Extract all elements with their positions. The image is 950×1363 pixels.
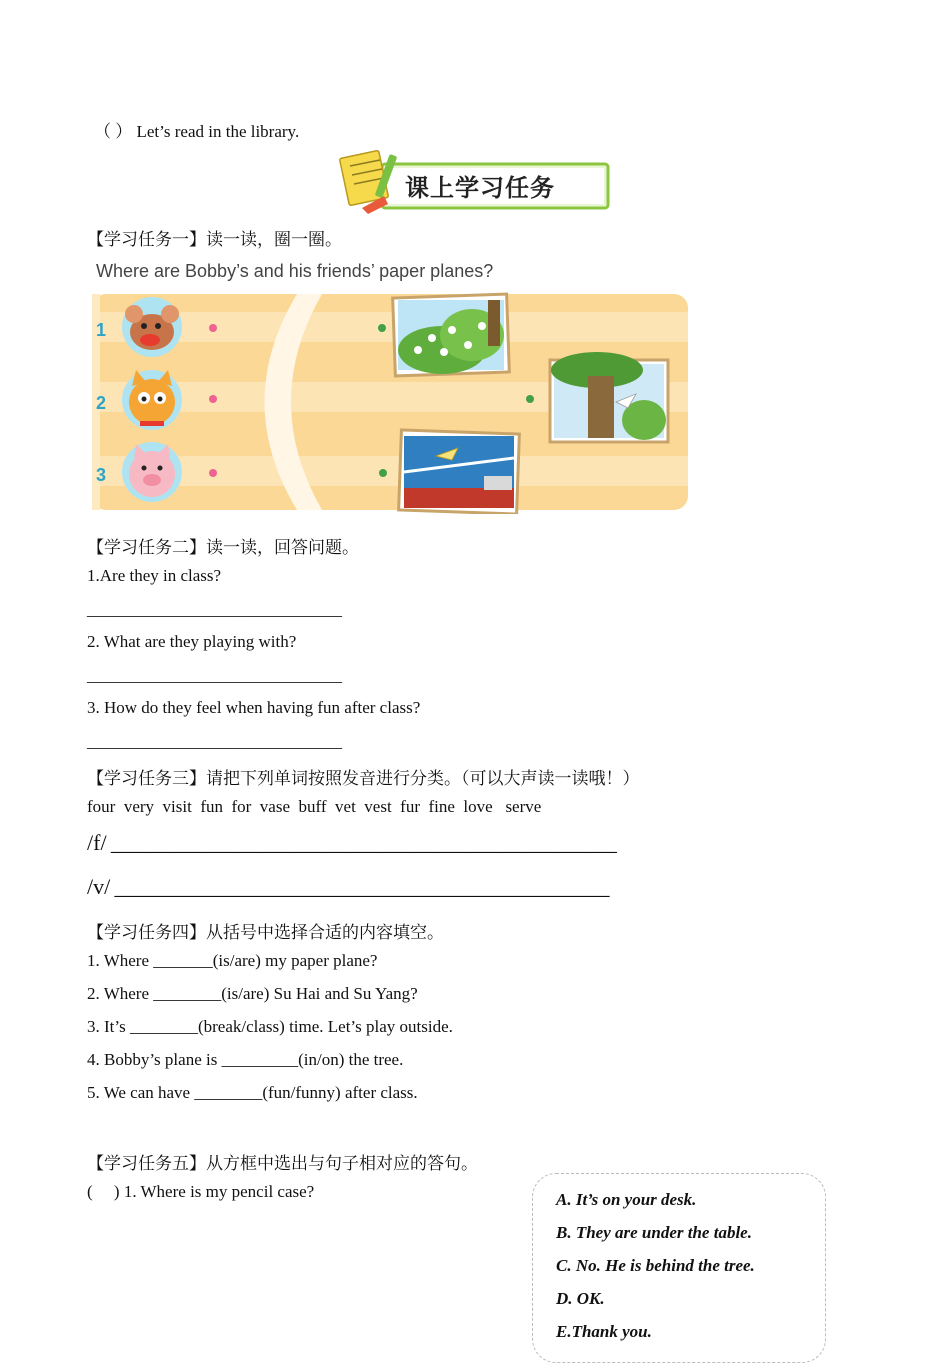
- number-1: 1: [96, 320, 107, 340]
- task5-question-1: ( ) 1. Where is my pencil case?: [87, 1182, 315, 1201]
- top-line: [94, 117, 299, 142]
- cat-icon: [122, 370, 182, 430]
- f-sound-row: [87, 830, 617, 856]
- task3-header: 【学习任务三】请把下列单词按照发音进行分类。（可以大声读一读哦！）: [87, 769, 640, 789]
- task4-item-3: 3. It’s ________(break/class) time. Let’s play outside.: [87, 1017, 453, 1036]
- v-sound-blank[interactable]: _____________________________________________: [114, 874, 610, 899]
- answer-option-d: D. OK.: [556, 1289, 605, 1308]
- bush-picture: [393, 294, 510, 376]
- answer-line-1[interactable]: ______________________________: [87, 600, 342, 619]
- answer-line-3[interactable]: ______________________________: [87, 732, 342, 751]
- word-list: four very visit fun for vase buff vet vest fur fine love serve: [87, 797, 542, 816]
- picture-question: Where are Bobby’s and his friends’ paper planes?: [96, 261, 494, 281]
- task2-header: 【学习任务二】读一读，回答问题。: [87, 538, 359, 558]
- v-sound-row: [87, 874, 609, 900]
- answer-option-e: E.Thank you.: [556, 1322, 652, 1341]
- number-3: 3: [96, 465, 107, 485]
- pig-icon: [122, 442, 182, 502]
- answer-option-b: B. They are under the table.: [556, 1223, 752, 1242]
- table-picture: [399, 430, 520, 514]
- task4-item-1: 1. Where _______(is/are) my paper plane?: [87, 951, 378, 970]
- task2-question-1: 1.Are they in class?: [87, 566, 222, 585]
- answer-option-a: A. It’s on your desk.: [556, 1190, 697, 1209]
- banner-title: 课上学习任务: [405, 174, 555, 202]
- mouse-icon: [122, 297, 182, 357]
- task4-item-2: 2. Where ________(is/are) Su Hai and Su Yang?: [87, 984, 418, 1003]
- f-sound-label: /f/: [87, 830, 107, 855]
- top-line-text: Let’s read in the library.: [136, 122, 300, 141]
- number-2: 2: [96, 393, 107, 413]
- task4-item-4: 4. Bobby’s plane is _________(in/on) the tree.: [87, 1050, 404, 1069]
- tree-picture: [550, 352, 668, 442]
- v-sound-label: /v/: [87, 874, 111, 899]
- task4-item-5: 5. We can have ________(fun/funny) after class.: [87, 1083, 418, 1102]
- task2-question-3: 3. How do they feel when having fun after class?: [87, 698, 421, 717]
- task5-header: 【学习任务五】从方框中选出与句子相对应的答句。: [87, 1154, 478, 1174]
- answer-option-c: C. No. He is behind the tree.: [556, 1256, 755, 1275]
- task4-header: 【学习任务四】从括号中选择合适的内容填空。: [87, 923, 444, 943]
- task1-header: 【学习任务一】读一读，圈一圈。: [87, 230, 342, 250]
- matching-picture: [92, 290, 690, 514]
- f-sound-blank[interactable]: ______________________________________________: [110, 830, 617, 855]
- answer-line-2[interactable]: ______________________________: [87, 666, 342, 685]
- task2-question-2: 2. What are they playing with?: [87, 632, 297, 651]
- answer-paren: （ ）: [94, 122, 133, 141]
